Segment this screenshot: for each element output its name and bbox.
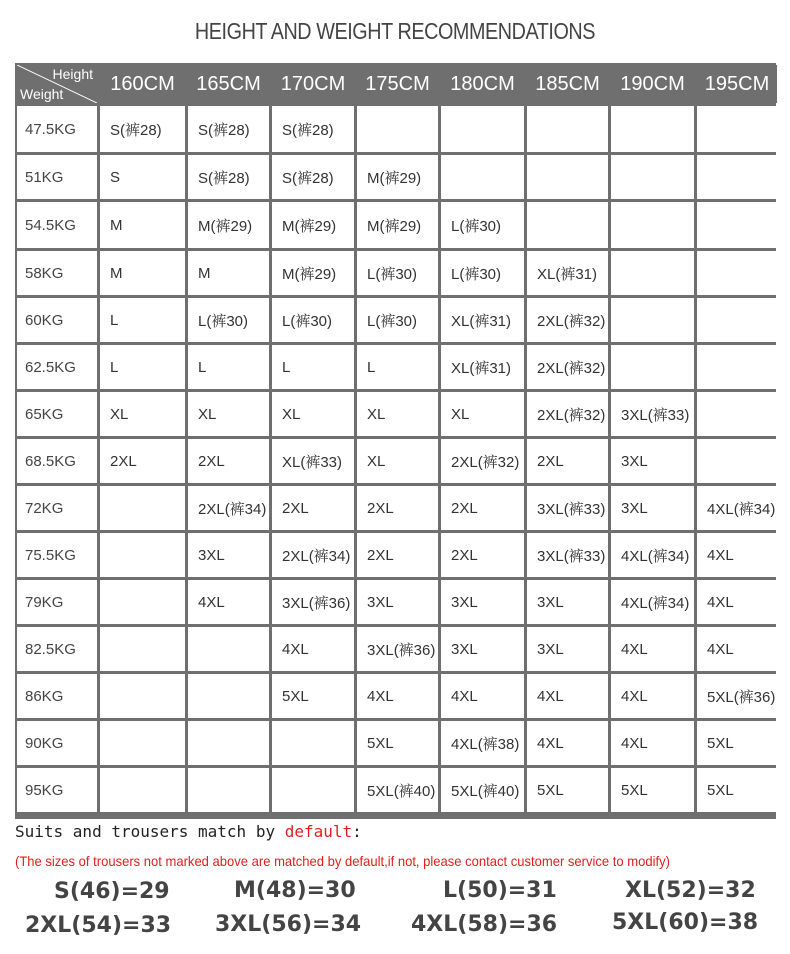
mapping-item: S(46)=29 <box>54 879 170 904</box>
size-cell <box>188 768 269 812</box>
weight-axis-label: Weight <box>20 86 64 102</box>
size-cell: 2XL <box>441 486 524 530</box>
size-cell <box>100 768 185 812</box>
size-cell: 3XL(裤36) <box>357 627 438 671</box>
size-cell: 2XL(裤32) <box>441 439 524 483</box>
size-cell: XL(裤31) <box>441 345 524 389</box>
size-cell: 4XL <box>357 674 438 718</box>
height-header: 160CM <box>100 65 185 103</box>
size-cell <box>100 674 185 718</box>
size-cell: L <box>272 345 354 389</box>
size-cell: 2XL <box>527 439 608 483</box>
size-cell: 3XL(裤33) <box>527 486 608 530</box>
size-cell: 2XL(裤34) <box>188 486 269 530</box>
size-cell: 4XL <box>527 721 608 765</box>
size-cell: XL(裤31) <box>527 251 608 295</box>
weight-label: 51KG <box>17 155 97 199</box>
weight-label: 86KG <box>17 674 97 718</box>
weight-label: 75.5KG <box>17 533 97 577</box>
weight-label: 68.5KG <box>17 439 97 483</box>
size-cell <box>611 155 694 199</box>
size-cell <box>697 439 777 483</box>
size-cell: 2XL <box>441 533 524 577</box>
size-cell: 3XL <box>441 580 524 624</box>
trouser-note: (The sizes of trousers not marked above are matched by default,if not, please contact customer service to modify) <box>15 853 670 869</box>
size-cell: M(裤29) <box>188 202 269 248</box>
weight-label: 54.5KG <box>17 202 97 248</box>
mapping-item: L(50)=31 <box>443 878 557 903</box>
size-cell <box>697 298 777 342</box>
mapping-item: M(48)=30 <box>234 878 356 903</box>
size-cell <box>697 392 777 436</box>
size-cell: M(裤29) <box>357 155 438 199</box>
size-cell <box>611 202 694 248</box>
size-cell <box>611 345 694 389</box>
size-cell <box>527 106 608 152</box>
size-cell <box>697 345 777 389</box>
size-cell <box>272 721 354 765</box>
mapping-item: 2XL(54)=33 <box>25 913 172 938</box>
size-cell: 3XL <box>357 580 438 624</box>
weight-label: 72KG <box>17 486 97 530</box>
weight-label: 62.5KG <box>17 345 97 389</box>
size-cell: M(裤29) <box>357 202 438 248</box>
size-cell: XL(裤33) <box>272 439 354 483</box>
size-cell <box>357 106 438 152</box>
size-cell: 5XL <box>357 721 438 765</box>
size-cell <box>100 580 185 624</box>
size-cell: 5XL(裤40) <box>357 768 438 812</box>
size-cell: 4XL(裤38) <box>441 721 524 765</box>
size-cell <box>527 202 608 248</box>
size-cell: 4XL <box>611 627 694 671</box>
weight-label: 79KG <box>17 580 97 624</box>
size-cell: 4XL <box>611 674 694 718</box>
size-cell: M <box>188 251 269 295</box>
size-cell: 2XL <box>100 439 185 483</box>
size-cell: S(裤28) <box>188 155 269 199</box>
size-cell: 5XL <box>697 721 777 765</box>
size-cell: L <box>188 345 269 389</box>
weight-label: 82.5KG <box>17 627 97 671</box>
size-cell: XL <box>357 439 438 483</box>
mapping-item: 5XL(60)=38 <box>612 910 759 935</box>
size-cell <box>441 155 524 199</box>
size-cell: 2XL <box>357 486 438 530</box>
size-cell: 4XL <box>697 580 777 624</box>
mapping-item: XL(52)=32 <box>625 878 756 903</box>
height-header: 165CM <box>188 65 269 103</box>
size-cell: 4XL <box>697 627 777 671</box>
size-cell: L(裤30) <box>357 298 438 342</box>
size-cell <box>100 486 185 530</box>
weight-label: 90KG <box>17 721 97 765</box>
size-cell: L <box>357 345 438 389</box>
mapping-item: 4XL(58)=36 <box>411 912 558 937</box>
size-cell <box>188 721 269 765</box>
size-cell: 3XL <box>611 439 694 483</box>
weight-label: 47.5KG <box>17 106 97 152</box>
size-cell <box>697 251 777 295</box>
size-cell: 5XL <box>611 768 694 812</box>
weight-label: 58KG <box>17 251 97 295</box>
match-note-default: default <box>284 822 353 841</box>
mapping-item: 3XL(56)=34 <box>215 912 362 937</box>
size-cell: S(裤28) <box>272 155 354 199</box>
size-cell: 5XL <box>272 674 354 718</box>
size-cell: 5XL <box>697 768 777 812</box>
size-cell: 4XL <box>697 533 777 577</box>
size-cell <box>697 202 777 248</box>
match-note <box>15 822 362 841</box>
height-header: 175CM <box>357 65 438 103</box>
size-cell: 4XL(裤34) <box>611 580 694 624</box>
size-cell <box>272 768 354 812</box>
size-cell: M <box>100 202 185 248</box>
size-cell: XL <box>188 392 269 436</box>
size-cell: 3XL(裤33) <box>527 533 608 577</box>
height-header: 180CM <box>441 65 524 103</box>
size-cell: M(裤29) <box>272 202 354 248</box>
size-cell: M(裤29) <box>272 251 354 295</box>
size-cell: L <box>100 298 185 342</box>
size-cell: L(裤30) <box>357 251 438 295</box>
size-cell: 3XL <box>527 580 608 624</box>
size-cell: 5XL(裤36) <box>697 674 777 718</box>
size-cell: 3XL(裤33) <box>611 392 694 436</box>
size-cell: 5XL(裤40) <box>441 768 524 812</box>
height-axis-label: Height <box>52 66 93 82</box>
size-cell: 3XL <box>527 627 608 671</box>
size-cell: 4XL <box>441 674 524 718</box>
size-cell: 2XL <box>272 486 354 530</box>
size-cell: 5XL <box>527 768 608 812</box>
size-cell <box>188 627 269 671</box>
size-cell: S <box>100 155 185 199</box>
weight-label: 95KG <box>17 768 97 812</box>
size-cell: L(裤30) <box>272 298 354 342</box>
size-mapping <box>0 878 790 948</box>
size-cell: 2XL(裤34) <box>272 533 354 577</box>
size-table <box>15 63 776 819</box>
size-cell: 4XL(裤34) <box>697 486 777 530</box>
size-cell <box>188 674 269 718</box>
size-cell: L <box>100 345 185 389</box>
size-cell: 4XL <box>188 580 269 624</box>
match-note-suffix: : <box>352 822 362 841</box>
size-cell: 2XL(裤32) <box>527 392 608 436</box>
match-note-prefix: Suits and trousers match by <box>15 822 285 841</box>
size-cell: S(裤28) <box>100 106 185 152</box>
size-cell: 3XL <box>441 627 524 671</box>
height-header: 185CM <box>527 65 608 103</box>
height-header: 170CM <box>272 65 354 103</box>
size-cell: 3XL <box>188 533 269 577</box>
height-header: 195CM <box>697 65 777 103</box>
size-cell <box>441 106 524 152</box>
size-cell <box>697 106 777 152</box>
height-header: 190CM <box>611 65 694 103</box>
size-cell: 4XL <box>272 627 354 671</box>
size-cell: 2XL(裤32) <box>527 345 608 389</box>
weight-label: 65KG <box>17 392 97 436</box>
size-cell: 4XL(裤34) <box>611 533 694 577</box>
size-cell <box>100 533 185 577</box>
size-cell: 3XL <box>611 486 694 530</box>
size-cell: 4XL <box>611 721 694 765</box>
size-cell <box>697 155 777 199</box>
size-cell: S(裤28) <box>188 106 269 152</box>
page-title: HEIGHT AND WEIGHT RECOMMENDATIONS <box>194 18 596 44</box>
size-cell: M <box>100 251 185 295</box>
weight-label: 60KG <box>17 298 97 342</box>
size-cell: L(裤30) <box>188 298 269 342</box>
size-cell: 4XL <box>527 674 608 718</box>
size-cell: XL(裤31) <box>441 298 524 342</box>
size-cell: XL <box>357 392 438 436</box>
size-cell: S(裤28) <box>272 106 354 152</box>
size-cell: L(裤30) <box>441 202 524 248</box>
size-cell <box>611 251 694 295</box>
size-cell <box>527 155 608 199</box>
size-cell: 2XL <box>188 439 269 483</box>
size-cell <box>100 627 185 671</box>
table-corner-header <box>17 65 97 103</box>
size-cell: XL <box>441 392 524 436</box>
size-cell: 2XL <box>357 533 438 577</box>
size-cell: L(裤30) <box>441 251 524 295</box>
size-cell: XL <box>272 392 354 436</box>
size-cell: 2XL(裤32) <box>527 298 608 342</box>
size-cell <box>611 106 694 152</box>
size-cell: 3XL(裤36) <box>272 580 354 624</box>
size-cell <box>100 721 185 765</box>
size-cell: XL <box>100 392 185 436</box>
size-cell <box>611 298 694 342</box>
